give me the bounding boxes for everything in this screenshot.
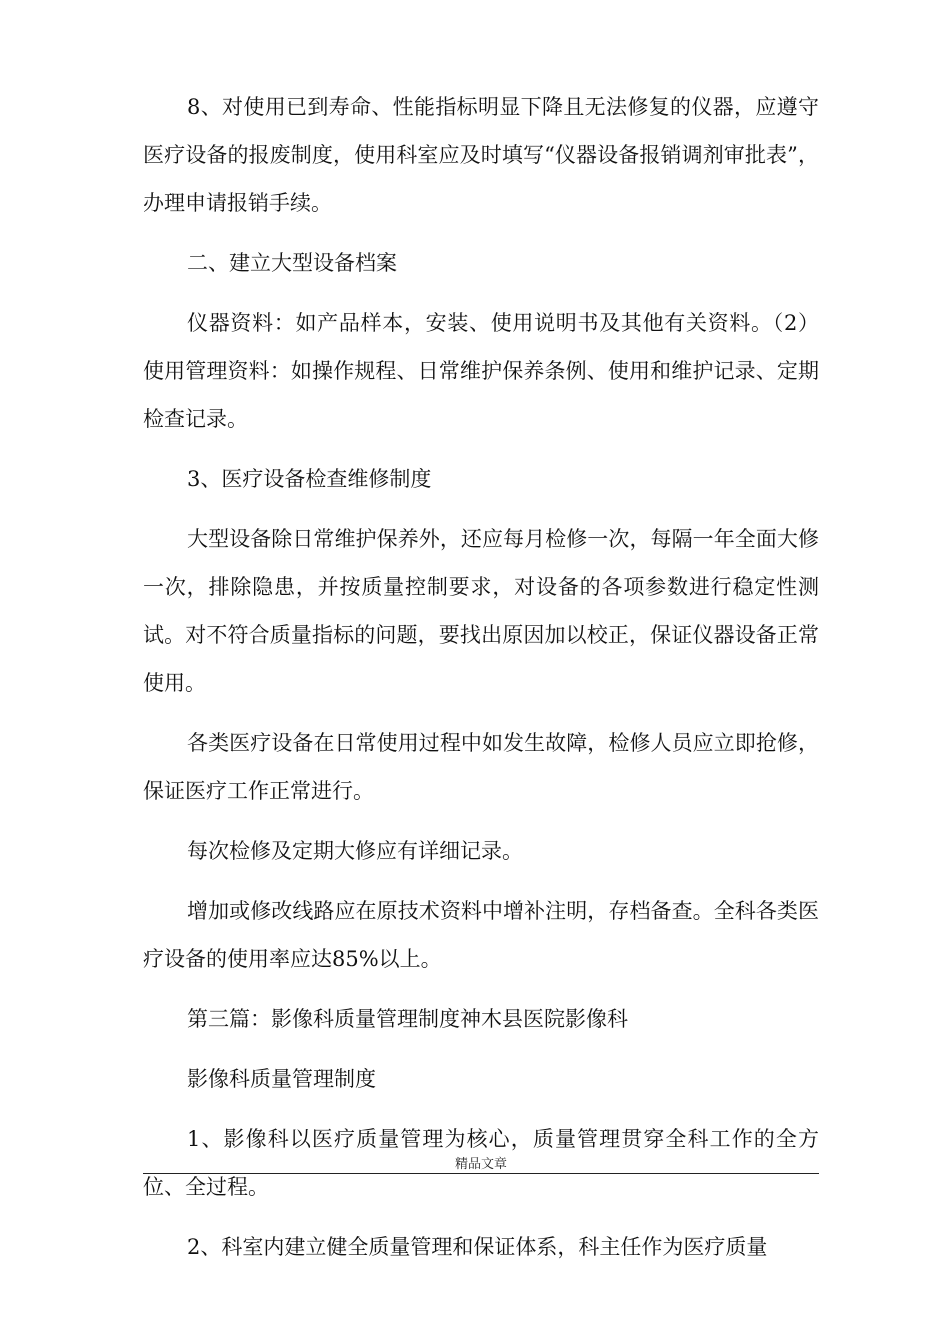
paragraph-fault-repair: 各类医疗设备在日常使用过程中如发生故障，检修人员应立即抢修，保证医疗工作正常进行。 <box>143 731 819 803</box>
paragraph-repair-records: 每次检修及定期大修应有详细记录。 <box>187 839 523 863</box>
heading-equipment-archive: 二、建立大型设备档案 <box>187 251 397 275</box>
document-body <box>143 83 819 1283</box>
paragraph-circuit-changes: 增加或修改线路应在原技术资料中增补注明，存档备查。全科各类医疗设备的使用率应达85%以上。 <box>143 899 819 971</box>
paragraph-scrap-rule: 8、对使用已到寿命、性能指标明显下降且无法修复的仪器，应遵守医疗设备的报废制度，使用科室应及时填写“仪器设备报销调剂审批表”，办理申请报销手续。 <box>143 95 819 215</box>
footer-label: 精品文章 <box>454 1157 507 1172</box>
paragraph-instrument-materials: 仪器资料：如产品样本，安装、使用说明书及其他有关资料。（2）使用管理资料：如操作规程、日常维护保养条例、使用和维护记录、定期检查记录。 <box>143 311 819 431</box>
heading-chapter-three: 第三篇：影像科质量管理制度神木县医院影像科 <box>187 1007 628 1031</box>
paragraph-quality-system: 2、科室内建立健全质量管理和保证体系，科主任作为医疗质量 <box>187 1235 768 1259</box>
footer-divider <box>143 1173 819 1174</box>
paragraph-monthly-maintenance: 大型设备除日常维护保养外，还应每月检修一次，每隔一年全面大修一次，排除隐患，并按质量控制要求，对设备的各项参数进行稳定性测试。对不符合质量指标的问题，要找出原因加以校正，保证仪器设备正常使用。 <box>143 527 819 695</box>
heading-maintenance-rule: 3、医疗设备检查维修制度 <box>187 467 432 491</box>
paragraph-quality-core: 1、影像科以医疗质量管理为核心，质量管理贯穿全科工作的全方位、全过程。 <box>143 1127 819 1199</box>
heading-imaging-quality: 影像科质量管理制度 <box>187 1067 376 1091</box>
